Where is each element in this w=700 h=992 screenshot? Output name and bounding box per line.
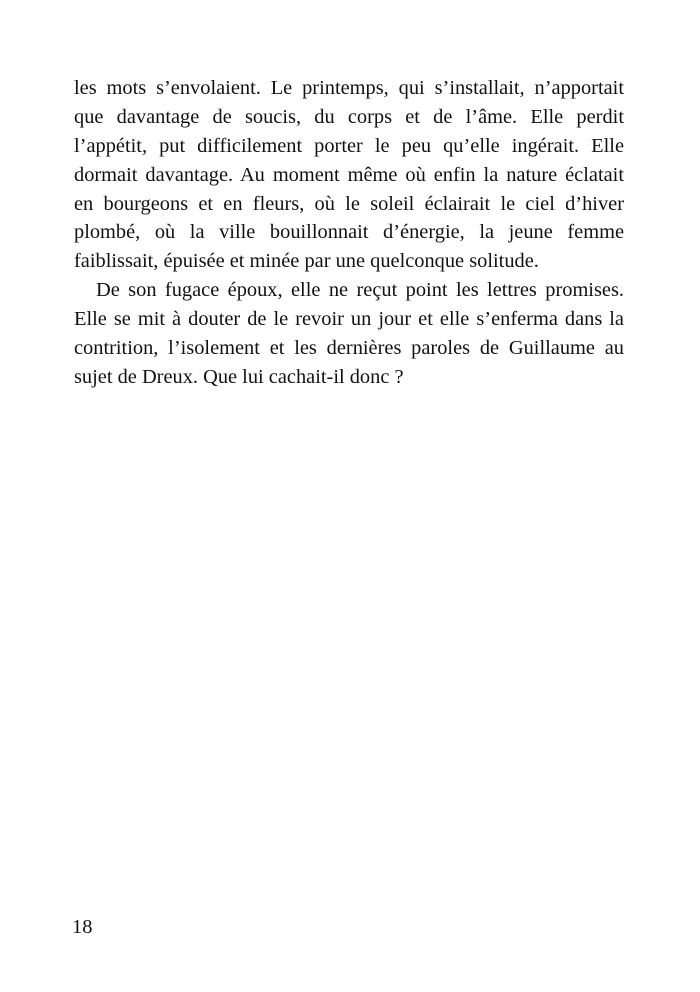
text-line: plombé, où la ville bouillonnait d’énergie, la jeune femme xyxy=(74,221,624,244)
text-line: dormait davantage. Au moment même où enfin la nature éclatait xyxy=(74,163,624,186)
text-line: que davantage de soucis, du corps et de l’âme. Elle perdit xyxy=(74,105,624,128)
paragraph-1 xyxy=(74,74,624,276)
text-line: De son fugace époux, elle ne reçut point les lettres promises. xyxy=(96,279,624,302)
text-line: Elle se mit à douter de le revoir un jour et elle s’enferma dans la xyxy=(74,308,624,331)
text-line: faiblissait, épuisée et minée par une quelconque solitude. xyxy=(74,250,539,273)
text-line: l’appétit, put difficilement porter le peu qu’elle ingérait. Elle xyxy=(74,134,624,157)
text-line: sujet de Dreux. Que lui cachait-il donc ? xyxy=(74,365,404,388)
text-line: contrition, l’isolement et les dernières paroles de Guillaume au xyxy=(74,337,624,360)
text-line: en bourgeons et en fleurs, où le soleil éclairait le ciel d’hiver xyxy=(74,192,624,215)
paragraph-2 xyxy=(74,276,624,392)
page-number: 18 xyxy=(72,916,93,938)
text-line: les mots s’envolaient. Le printemps, qui s’installait, n’apportait xyxy=(74,77,624,99)
body-text xyxy=(74,74,624,392)
